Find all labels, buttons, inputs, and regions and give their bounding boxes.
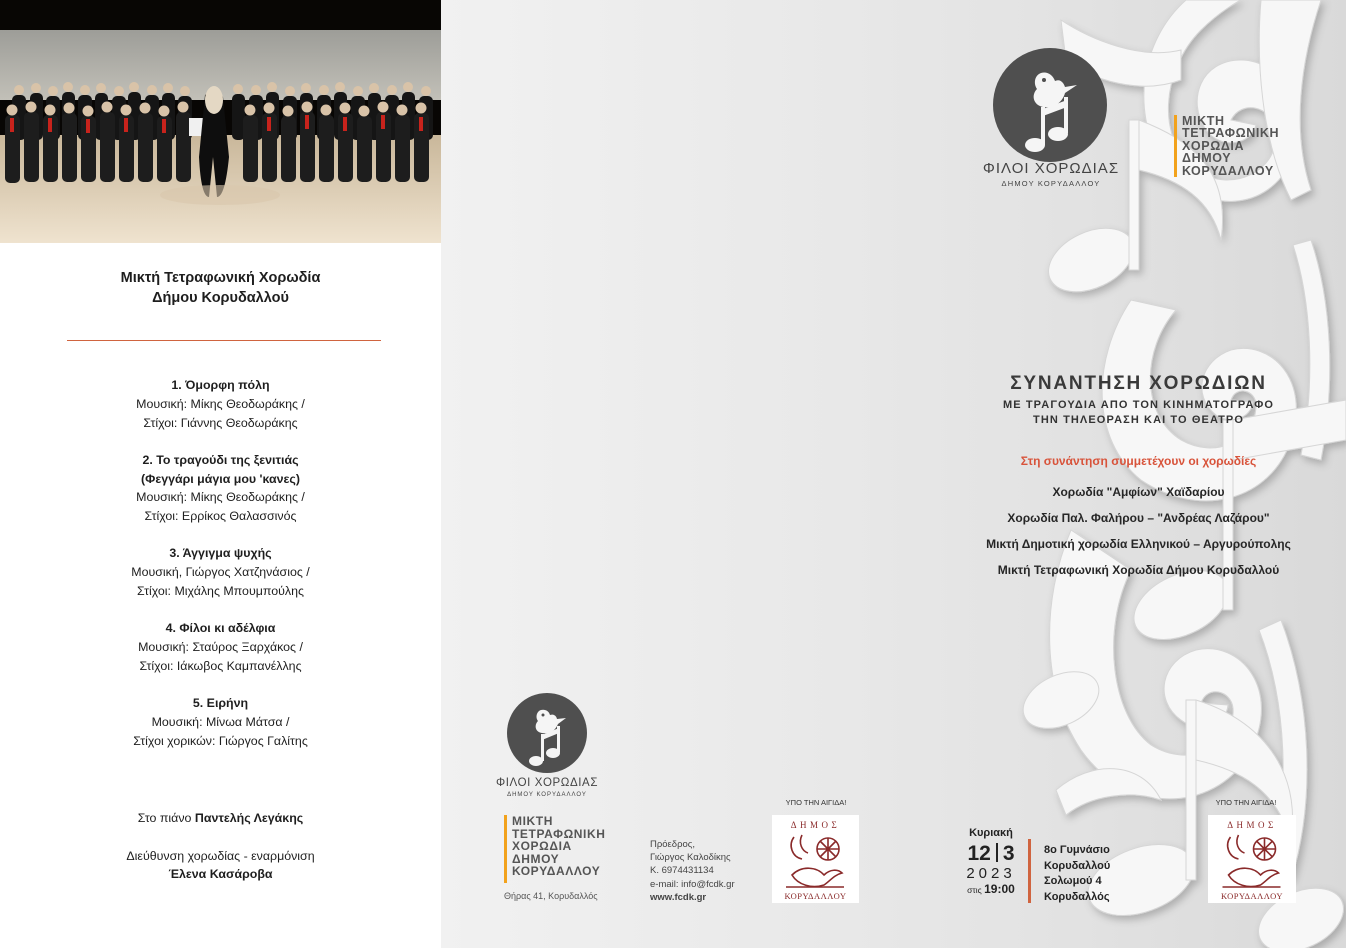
address: Θήρας 41, Κορυδαλλός xyxy=(504,891,598,901)
contact-name: Γιώργος Καλοδίκης xyxy=(650,852,731,864)
song-credit: Μουσική: Μίνωα Μάτσα / xyxy=(151,714,290,729)
song-credit: Μουσική: Μίκης Θεοδωράκης / xyxy=(136,490,305,505)
right-panel xyxy=(441,0,1346,948)
logo-line: ΚΟΡΥΔΑΛΛΟΥ xyxy=(512,864,601,879)
contact-phone: Κ. 6974431134 xyxy=(650,865,714,877)
contact-info xyxy=(650,838,735,904)
year: 2023 xyxy=(966,865,1016,882)
day: 12 xyxy=(967,842,991,865)
credits xyxy=(0,809,441,884)
song-title: 2. Το τραγούδι της ξενιτιάς xyxy=(142,452,299,467)
logo-line: ΧΟΡΩΔΙΑ xyxy=(512,839,572,854)
song-credit: Στίχοι: Γιάννης Θεοδωράκης xyxy=(143,415,298,430)
filoi-horodias-logo-small xyxy=(491,688,606,800)
piano-credit xyxy=(0,809,441,828)
choir-title xyxy=(0,268,441,308)
song-title: 5. Ειρήνη xyxy=(192,695,249,710)
mikti-horodia-logo-small xyxy=(504,815,606,883)
song-item xyxy=(0,619,441,675)
song-credit: Μουσική: Σταύρος Ξαρχάκος / xyxy=(138,639,303,654)
song-title: 1. Όμορφη πόλη xyxy=(171,378,270,392)
choirs-intro: Στη συνάντηση συμμετέχουν οι χορωδίες xyxy=(1020,454,1257,468)
logo-top-text: ΔΗΜΟΣ xyxy=(1227,820,1277,830)
choir-item: Μικτή Δημοτική χορωδία Ελληνικού – Αργυρούπολης xyxy=(986,537,1291,551)
song-list xyxy=(0,376,441,769)
event-time xyxy=(961,882,1021,896)
event-subtitle xyxy=(961,398,1316,428)
logo-bottom-text: ΚΟΡΥΔΑΛΛΟΥ xyxy=(1221,891,1283,901)
piano-label: Στο πιάνο xyxy=(137,811,192,825)
time-prefix: στις xyxy=(967,885,982,895)
choir-title-line2: Δήμου Κορυδαλλού xyxy=(152,290,289,306)
choir-photo xyxy=(0,0,441,243)
time-value: 19:00 xyxy=(984,882,1015,896)
logo-subname: ΔΗΜΟΥ ΚΟΡΥΔΑΛΛΟΥ xyxy=(1001,179,1101,188)
song-credit: Στίχοι: Μιχάλης Μπουμπούλης xyxy=(137,583,304,598)
song-item xyxy=(0,544,441,600)
weekday: Κυριακή xyxy=(969,827,1013,839)
venue-line: Σολωμού 4 xyxy=(1044,875,1102,887)
venue-accent-bar xyxy=(1028,839,1031,903)
left-panel xyxy=(0,0,441,948)
dimos-korydallou-logo xyxy=(772,815,859,903)
contact-website: www.fcdk.gr xyxy=(650,891,707,903)
choir-title-line1: Μικτή Τετραφωνική Χορωδία xyxy=(120,270,321,286)
logo-line: ΜΙΚΤΗ xyxy=(1182,114,1225,128)
logo-top-text: ΔΗΜΟΣ xyxy=(790,820,841,830)
logo-line: ΔΗΜΟΥ xyxy=(512,851,560,866)
logo-line: ΤΕΤΡΑΦΩΝΙΚΗ xyxy=(1182,126,1280,141)
choir-photo-image xyxy=(0,0,441,243)
day-month xyxy=(961,843,1021,865)
venue-line: 8ο Γυμνάσιο xyxy=(1044,844,1110,856)
logo-name: ΦΙΛΟΙ ΧΟΡΩΔΙΑΣ xyxy=(495,777,599,789)
pianist-name: Παντελής Λεγάκης xyxy=(194,811,304,825)
choir-item: Χορωδία Παλ. Φαλήρου – "Ανδρέας Λαζάρου" xyxy=(1007,511,1270,525)
logo-line: ΤΕΤΡΑΦΩΝΙΚΗ xyxy=(512,826,606,841)
date-separator xyxy=(996,843,998,862)
song-title: 4. Φίλοι κι αδέλφια xyxy=(165,621,276,636)
song-credit: Στίχοι χορικών: Γιώργος Γαλίτης xyxy=(133,733,308,748)
song-credit: Στίχοι: Ερρίκος Θαλασσινός xyxy=(144,509,297,524)
song-subtitle: (Φεγγάρι μάγια μου 'κανες) xyxy=(141,471,300,486)
song-title: 3. Άγγιγμα ψυχής xyxy=(169,546,272,561)
director-name: Έλενα Κασάροβα xyxy=(168,867,273,882)
divider xyxy=(67,340,381,341)
contact-email: e-mail: info@fcdk.gr xyxy=(650,878,735,890)
choir-item: Χορωδία "Αμφίων" Χαϊδαρίου xyxy=(1052,485,1225,499)
song-item xyxy=(0,694,441,750)
direction-label: Διεύθυνση χορωδίας - εναρμόνιση xyxy=(126,848,315,863)
venue-line: Κορυδαλλού xyxy=(1044,859,1111,872)
song-credit: Μουσική, Γιώργος Χατζηνάσιος / xyxy=(131,565,310,580)
venue-line: Κορυδαλλός xyxy=(1044,890,1110,903)
choir-list xyxy=(946,479,1331,583)
filoi-horodias-logo xyxy=(981,45,1121,195)
logo-line: ΔΗΜΟΥ xyxy=(1182,151,1232,166)
venue xyxy=(1044,843,1110,905)
song-item xyxy=(0,376,441,432)
event-subtitle-line: ΤΗΝ ΤΗΛΕΟΡΑΣΗ ΚΑΙ ΤΟ ΘΕΑΤΡΟ xyxy=(1033,414,1244,426)
logo-subname: ΔΗΜΟΥ ΚΟΡΥΔΑΛΛΟΥ xyxy=(507,792,587,798)
song-credit: Μουσική: Μίκης Θεοδωράκης / xyxy=(136,396,305,411)
logo-line: ΜΙΚΤΗ xyxy=(512,814,553,828)
logo-line: ΧΟΡΩΔΙΑ xyxy=(1182,138,1245,153)
choir-item: Μικτή Τετραφωνική Χορωδία Δήμου Κορυδαλλού xyxy=(997,563,1280,577)
song-item xyxy=(0,451,441,526)
month: 3 xyxy=(1002,842,1015,865)
under-auspices-label: ΥΠΟ ΤΗΝ ΑΙΓΙΔΑ! xyxy=(1215,798,1277,807)
logo-bottom-text: ΚΟΡΥΔΑΛΛΟΥ xyxy=(784,891,847,901)
logo-name: ΦΙΛΟΙ ΧΟΡΩΔΙΑΣ xyxy=(982,160,1120,177)
event-date xyxy=(961,827,1021,896)
logo-line: ΚΟΡΥΔΑΛΛΟΥ xyxy=(1182,163,1274,178)
event-subtitle-line: ΜΕ ΤΡΑΓΟΥΔΙΑ ΑΠΟ ΤΟΝ ΚΙΝΗΜΑΤΟΓΡΑΦΟ xyxy=(1003,399,1274,411)
song-credit: Στίχοι: Ιάκωβος Καμπανέλλης xyxy=(139,658,302,673)
dimos-korydallou-logo-right xyxy=(1208,815,1296,903)
event-title: ΣΥΝΑΝΤΗΣΗ ΧΟΡΩΔΙΩΝ xyxy=(1010,373,1267,394)
contact-role: Πρόεδρος, xyxy=(650,839,695,850)
mikti-horodia-logo xyxy=(1174,115,1279,177)
under-auspices-label: ΥΠΟ ΤΗΝ ΑΙΓΙΔΑ! xyxy=(785,798,847,807)
